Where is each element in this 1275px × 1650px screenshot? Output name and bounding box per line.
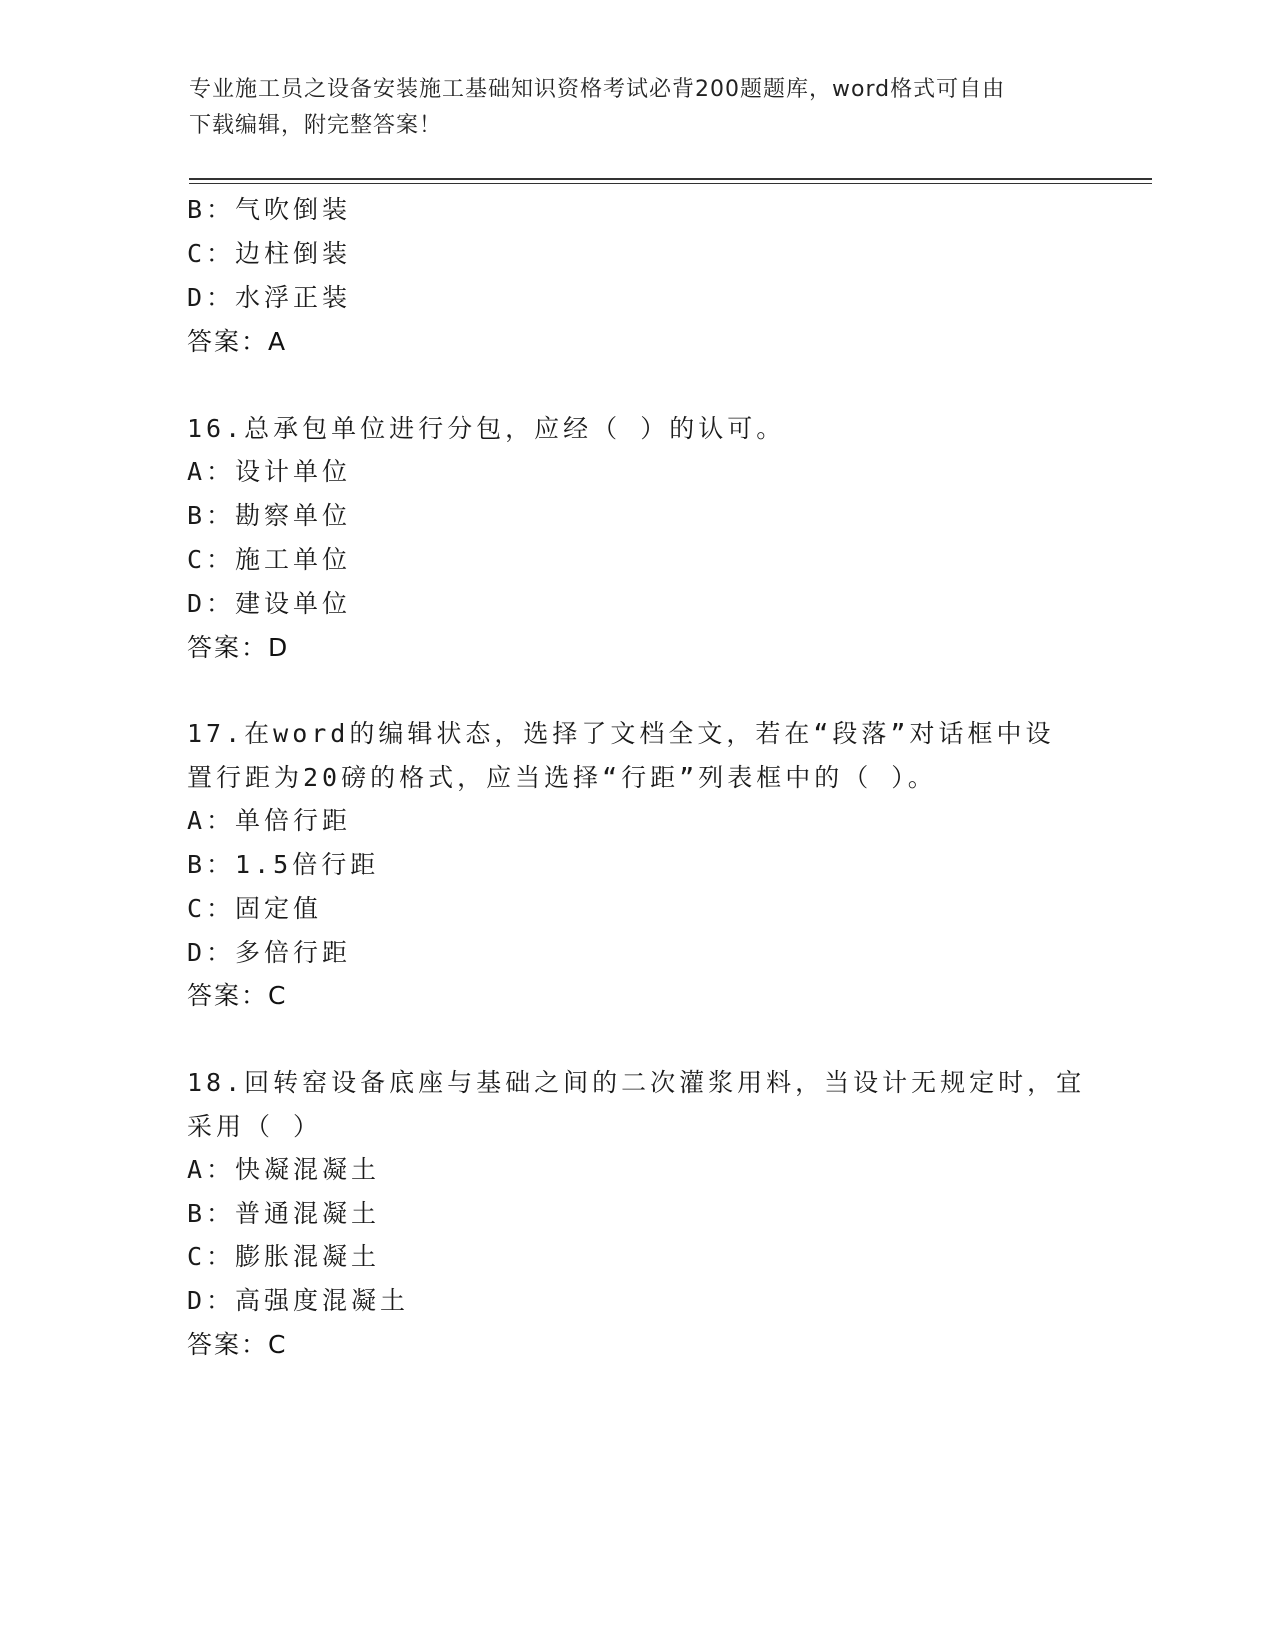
q16-option-a: A：设计单位 bbox=[187, 457, 352, 486]
q17-option-d: D：多倍行距 bbox=[187, 938, 352, 967]
q17-stem-line-2: 置行距为20磅的格式，应当选择“行距”列表框中的（ ）。 bbox=[187, 763, 937, 792]
header-divider-thin bbox=[189, 183, 1152, 184]
q15-option-d: D：水浮正装 bbox=[187, 283, 352, 312]
q17-option-a: A：单倍行距 bbox=[187, 806, 352, 835]
q16-option-d: D：建设单位 bbox=[187, 589, 352, 618]
q16-option-c: C：施工单位 bbox=[187, 545, 352, 574]
q17-option-c: C：固定值 bbox=[187, 894, 323, 923]
q18-answer: 答案：C bbox=[187, 1330, 288, 1359]
header-divider-thick bbox=[189, 178, 1152, 180]
q15-option-c: C：边柱倒装 bbox=[187, 239, 352, 268]
q18-option-d: D：高强度混凝土 bbox=[187, 1286, 410, 1315]
q15-answer: 答案：A bbox=[187, 327, 288, 356]
document-header bbox=[189, 72, 1089, 144]
header-line-2: 下载编辑，附完整答案！ bbox=[189, 113, 443, 138]
q17-answer: 答案：C bbox=[187, 981, 288, 1010]
q18-option-b: B：普通混凝土 bbox=[187, 1199, 381, 1228]
q16-answer: 答案：D bbox=[187, 633, 290, 662]
header-line-1: 专业施工员之设备安装施工基础知识资格考试必背200题题库，word格式可自由 bbox=[189, 77, 1006, 102]
q16-stem: 16.总承包单位进行分包，应经（ ）的认可。 bbox=[187, 414, 786, 443]
q18-option-a: A：快凝混凝土 bbox=[187, 1155, 381, 1184]
q17-option-b: B：1.5倍行距 bbox=[187, 850, 380, 879]
q18-stem-line-1: 18.回转窑设备底座与基础之间的二次灌浆用料，当设计无规定时，宜 bbox=[187, 1068, 1086, 1097]
q15-option-b: B：气吹倒装 bbox=[187, 195, 352, 224]
q18-stem-line-2: 采用（ ） bbox=[187, 1112, 323, 1141]
q18-option-c: C：膨胀混凝土 bbox=[187, 1242, 381, 1271]
q17-stem-line-1: 17.在word的编辑状态，选择了文档全文，若在“段落”对话框中设 bbox=[187, 719, 1055, 748]
q16-option-b: B：勘察单位 bbox=[187, 501, 352, 530]
